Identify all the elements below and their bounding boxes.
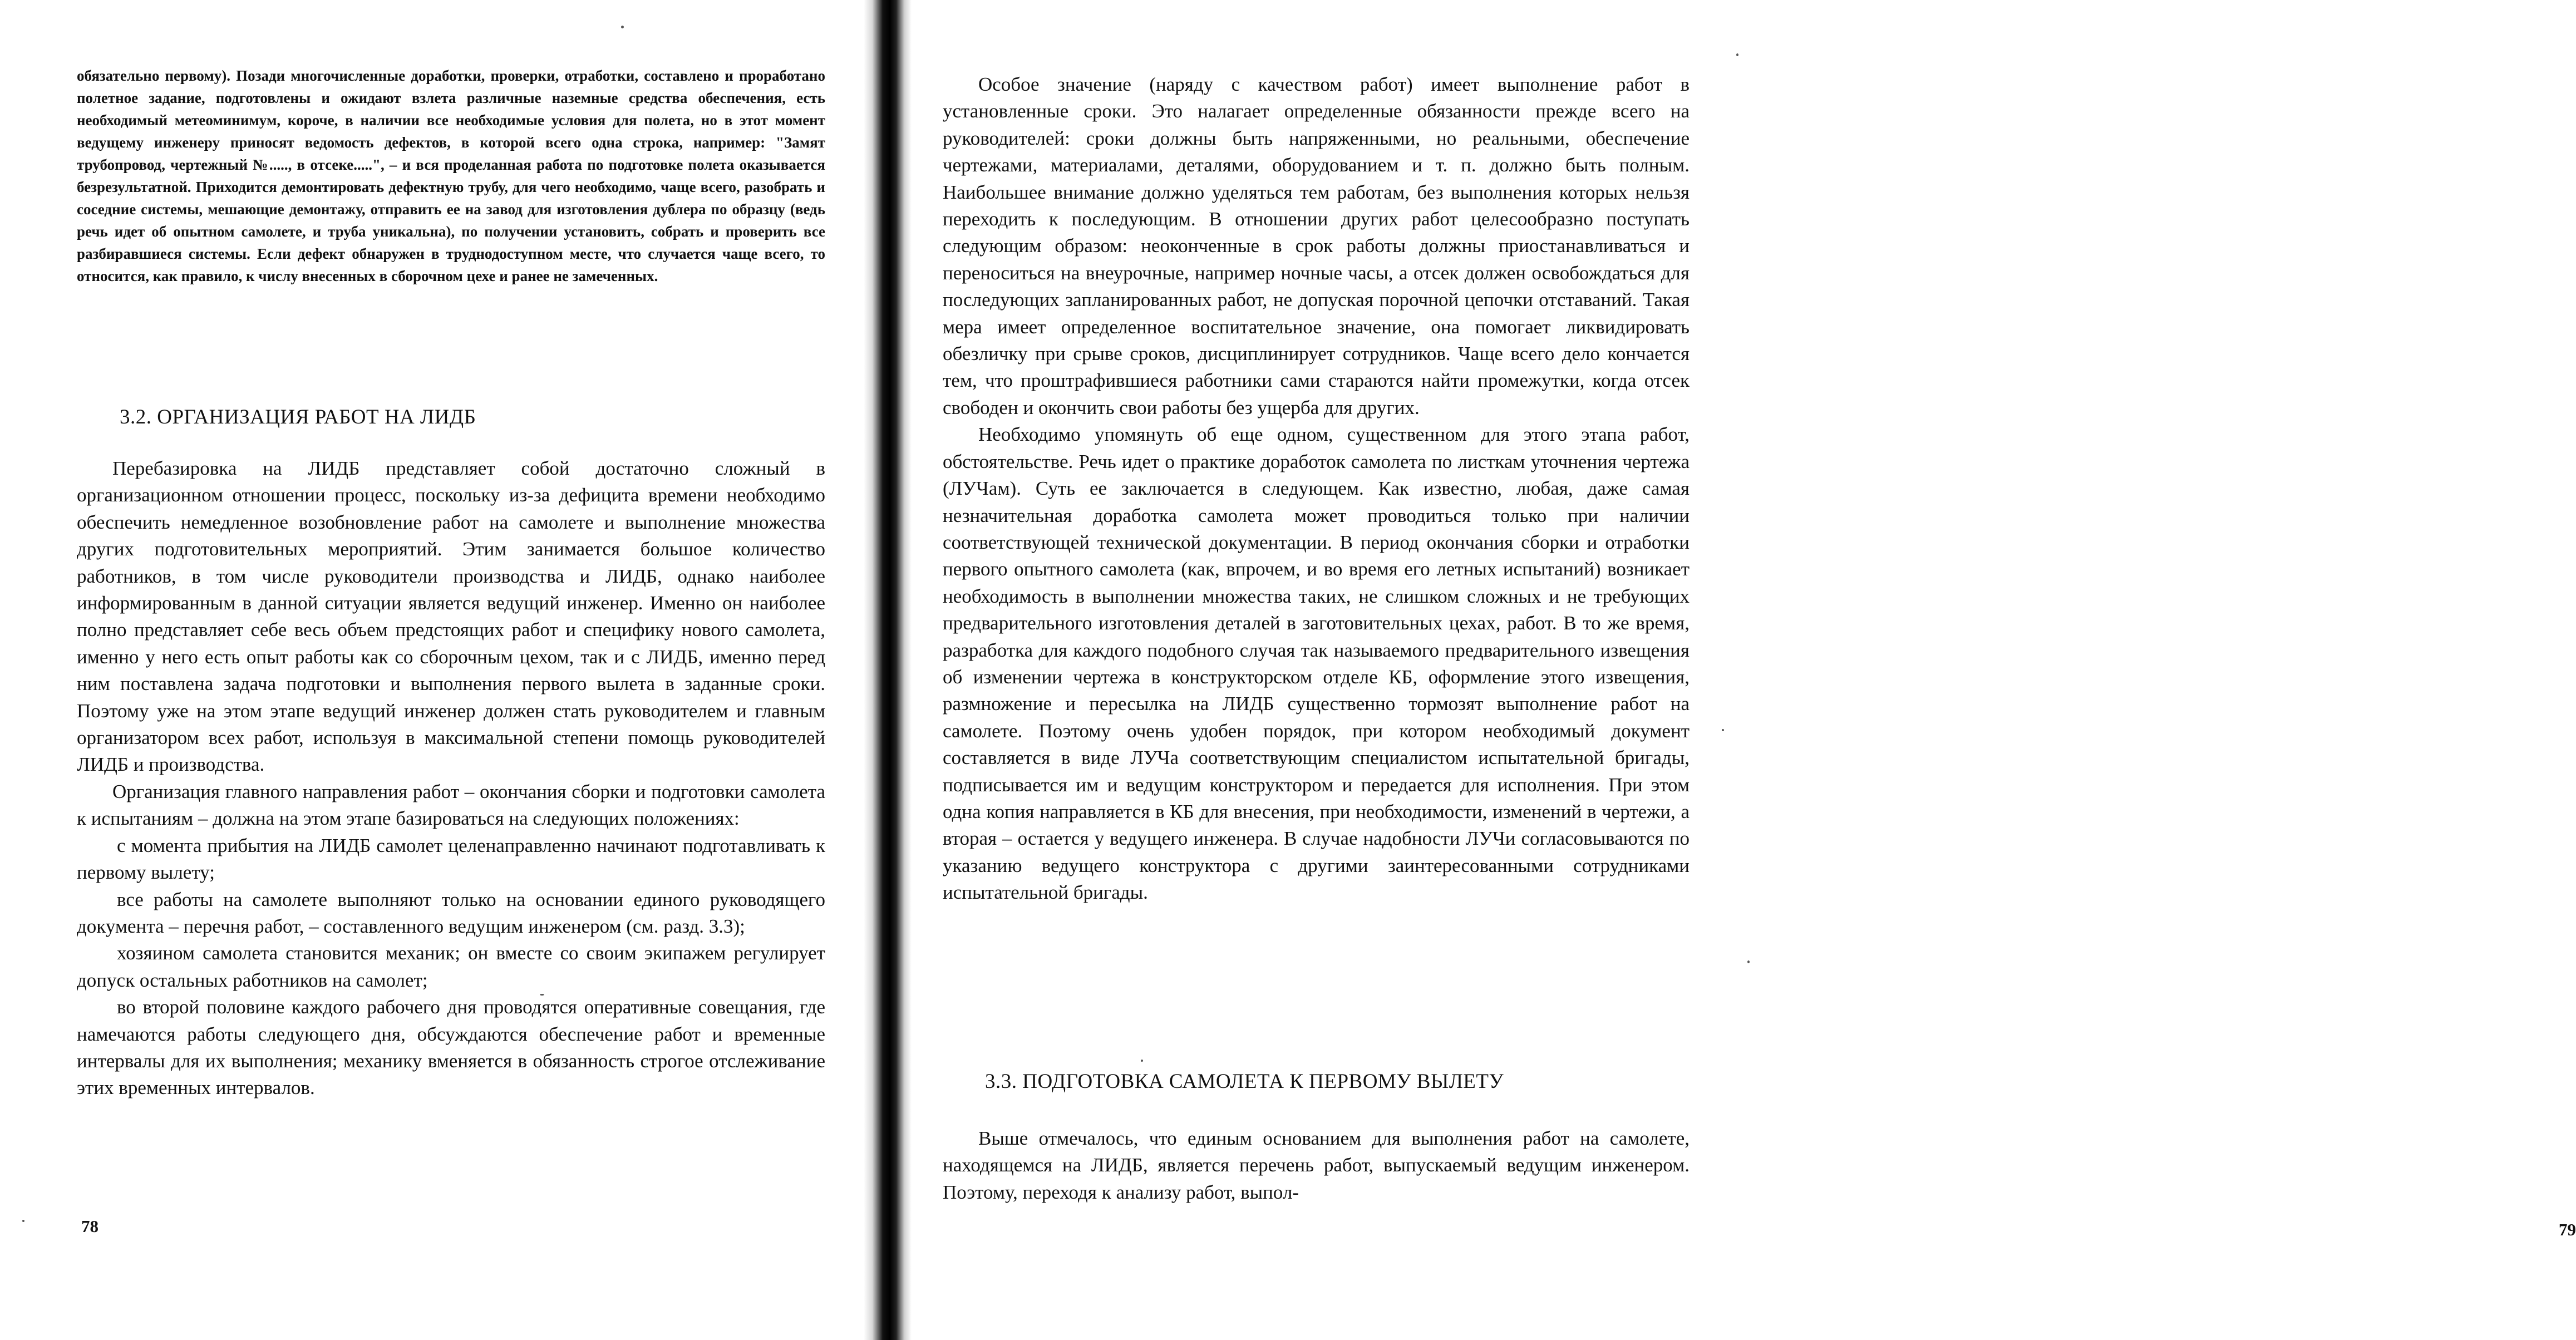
list-item: с момента прибытия на ЛИДБ самолет целенаправленно начинают подготавливать к первому вылету; (77, 834, 825, 884)
section-heading-3-3: 3.3. ПОДГОТОВКА САМОЛЕТА К ПЕРВОМУ ВЫЛЕТУ (985, 1070, 1504, 1093)
scan-speck (1736, 53, 1738, 56)
carryover-paragraph: обязательно первому). Позади многочисленные доработки, проверки, отработки, составлено и проработано полетное задание, подготовлены и ожидают взлета различные наземные средства обеспечения, есть необходимый метеоминимум, короче, в наличии все необходимые условия для полета, но в этот момент ведущему инженеру приносят ведомость дефектов, в которой всего одна строка, например: "Замят трубопровод, чертежный №....., в отсеке.....", – и вся проделанная работа по подготовке полета оказывается безрезультатной. Приходится демонтировать дефектную трубу, для чего необходимо, чаще всего, разобрать и соседние системы, мешающие демонтажу, отправить ее на завод для изготовления дублера по образцу (ведь речь идет об опытном самолете, и труба уникальна), по получении установить, собрать и проверить все разбиравшиеся системы. Если дефект обнаружен в труднодоступном месте, что случается чаще всего, то относится, как правило, к числу внесенных в сборочном цехе и ранее не замеченных. (77, 67, 825, 284)
page-number-left: 78 (81, 1216, 98, 1236)
scan-speck (1141, 1060, 1143, 1062)
right-body-top (943, 71, 1690, 907)
left-page (0, 0, 868, 1340)
scan-speck (1747, 960, 1750, 963)
right-page (890, 0, 2576, 1340)
scan-speck (1722, 729, 1724, 731)
scan-speck (621, 26, 624, 28)
paragraph: Выше отмечалось, что единым основанием для выполнения работ на самолете, находящемся на ЛИДБ, является перечень работ, выпускаемый ведущим инженером. Поэтому, переходя к анализу работ, выпол- (943, 1127, 1690, 1203)
paragraph: Особое значение (наряду с качеством работ) имеет выполнение работ в установленные сроки. Это налагает определенные обязанности прежде всего на руководителей: сроки должны быть напряженными, но реальными, обеспечение чертежами, материалами, деталями, оборудованием и т. п. должно быть полным. Наибольшее внимание должно уделяться тем работам, без выполнения которых нельзя переходить к последующим. В отношении других работ целесообразно поступать следующим образом: неоконченные в срок работы должны приостанавливаться и переноситься на внеурочные, например ночные часы, а отсек должен освобождаться для последующих запланированных работ, не допуская порочной цепочки отставаний. Такая мера имеет определенное воспитательное значение, она помогает ликвидировать обезличку при срыве сроков, дисциплинирует сотрудников. Чаще всего дело кончается тем, что проштрафившиеся работники сами стараются найти промежутки, когда отсек свободен и окончить свои работы без ущерба для других. (943, 73, 1690, 418)
list-item: во второй половине каждого рабочего дня проводятся оперативные совещания, где намечаются работы следующего дня, обсуждаются обеспечение работ и временные интервалы для их выполнения; механику вменяется в обязанность строгое отслеживание этих временных интервалов. (77, 996, 825, 1099)
list-item: хозяином самолета становится механик; он вместе со своим экипажем регулирует допуск остальных работников на самолет; (77, 942, 825, 991)
page-number-right: 79 (2559, 1220, 2576, 1239)
list-item: все работы на самолете выполняют только на основании единого руководящего документа – перечня работ, – составленного ведущим инженером (см. разд. 3.3); (77, 888, 825, 937)
paragraph: Перебазировка на ЛИДБ представляет собой достаточно сложный в организационном отношении процесс, поскольку из-за дефицита времени необходимо обеспечить немедленное возобновление работ на самолете и выполнение множества других подготовительных мероприятий. Этим занимается большое количество работников, в том числе руководители производства и ЛИДБ, однако наиболее информированным в данной ситуации является ведущий инженер. Именно он наиболее полно представляет себе весь объем предстоящих работ и специфику нового самолета, именно у него есть опыт работы как со сборочным цехом, так и с ЛИДБ, именно перед ним поставлена задача подготовки и выполнения первого вылета в заданные сроки. Поэтому уже на этом этапе ведущий инженер должен стать руководителем и главным организатором всех работ, используя в максимальной степени помощь руководителей ЛИДБ и производства. (77, 457, 825, 776)
paragraph: Организация главного направления работ – окончания сборки и подготовки самолета к испытаниям – должна на этом этапе базироваться на следующих положениях: (77, 780, 825, 830)
scan-speck (22, 1220, 24, 1222)
left-body (77, 455, 825, 1102)
scan-speck (540, 994, 544, 996)
section-heading-3-2: 3.2. ОРГАНИЗАЦИЯ РАБОТ НА ЛИДБ (120, 406, 476, 428)
paragraph: Необходимо упомянуть об еще одном, существенном для этого этапа работ, обстоятельстве. Речь идет о практике доработок самолета по листкам уточнения чертежа (ЛУЧам). Суть ее заключается в следующем. Как известно, любая, даже самая незначительная доработка самолета может проводиться только при наличии соответствующей технической документации. В период окончания сборки и отработки первого опытного самолета (как, впрочем, и во время его летных испытаний) возникает необходимость в выполнении множества таких, не слишком сложных и не требующих предварительного изготовления деталей в заготовительных цехах, работ. В то же время, разработка для каждого подобного случая так называемого предварительного извещения об изменении чертежа в конструкторском отделе КБ, оформление этого извещения, размножение и пересылка на ЛИДБ существенно тормозят выполнение работ на самолете. Поэтому очень удобен порядок, при котором необходимый документ составляется в виде ЛУЧа соответствующим специалистом испытательной бригады, подписывается им и ведущим конструктором и передается для исполнения. При этом одна копия направляется в КБ для внесения, при необходимости, изменений в чертежи, а вторая – остается у ведущего инженера. В случае надобности ЛУЧи согласовываются по указанию ведущего конструктора с другими заинтересованными сотрудниками испытательной бригады. (943, 423, 1690, 904)
right-body-bottom (943, 1125, 1690, 1206)
